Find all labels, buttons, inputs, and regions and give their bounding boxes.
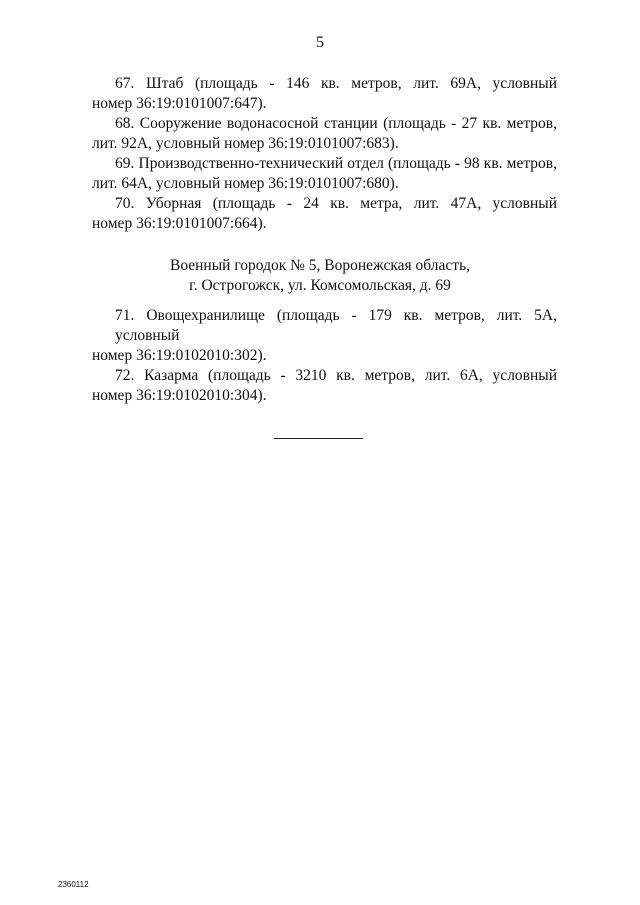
list-item-cont-line: номер 36:19:0101007:647). bbox=[92, 95, 267, 112]
list-item bbox=[92, 366, 557, 406]
list-item-cont-line: лит. 92А, условный номер 36:19:0101007:683). bbox=[92, 135, 399, 152]
section-heading-line-1: Военный городок № 5, Воронежская область, bbox=[169, 257, 471, 274]
list-item-first-line: 69. Производственно-технический отдел (площадь - 98 кв. метров, bbox=[115, 155, 557, 172]
list-item bbox=[92, 194, 557, 234]
property-list-section-2 bbox=[92, 306, 557, 406]
list-item bbox=[92, 154, 557, 194]
list-item-cont-line: номер 36:19:0102010:302). bbox=[92, 347, 267, 364]
section-heading bbox=[0, 256, 640, 296]
list-item bbox=[92, 74, 557, 114]
list-item-cont-line: лит. 64А, условный номер 36:19:0101007:680). bbox=[92, 175, 399, 192]
list-item-first-line: 67. Штаб (площадь - 146 кв. метров, лит. 69А, условный bbox=[115, 75, 557, 92]
document-code: 2360112 bbox=[58, 880, 89, 889]
list-item-cont-line: номер 36:19:0101007:664). bbox=[92, 215, 267, 232]
list-item bbox=[92, 114, 557, 154]
list-item-cont-line: номер 36:19:0102010:304). bbox=[92, 387, 267, 404]
list-item-first-line: 72. Казарма (площадь - 3210 кв. метров, лит. 6А, условный bbox=[115, 367, 557, 384]
list-item-first-line: 68. Сооружение водонасосной станции (площадь - 27 кв. метров, bbox=[115, 115, 557, 132]
end-of-list-rule bbox=[274, 438, 363, 439]
list-item-first-line: 71. Овощехранилище (площадь - 179 кв. метров, лит. 5А, условный bbox=[115, 307, 557, 344]
list-item-first-line: 70. Уборная (площадь - 24 кв. метра, лит. 47А, условный bbox=[115, 195, 557, 212]
section-heading-line-2: г. Острогожск, ул. Комсомольская, д. 69 bbox=[189, 277, 451, 294]
page-number: 5 bbox=[316, 34, 324, 51]
list-item bbox=[92, 306, 557, 366]
property-list-section-1 bbox=[92, 74, 557, 234]
